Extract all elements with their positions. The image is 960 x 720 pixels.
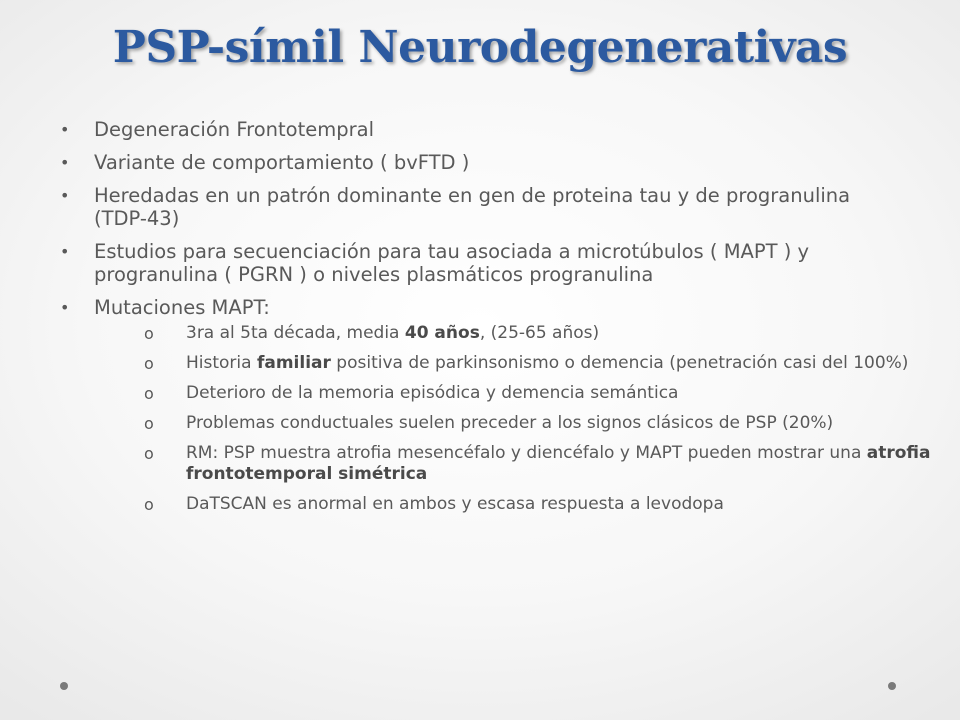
bullet-item (58, 184, 908, 230)
sub-bullet-emphasis: familiar (256, 353, 331, 373)
sub-bullet-list (94, 323, 931, 515)
bullet-marker: • (60, 242, 70, 261)
sub-bullet-emphasis: atrofia frontotemporal simétrica (186, 443, 931, 484)
bullet-marker: • (60, 186, 70, 205)
sub-bullet-text-tail: positiva de parkinsonismo o demencia (penetración casi del 100%) (330, 353, 909, 373)
sub-bullet-text: 3ra al 5ta década, media (186, 323, 405, 343)
bullet-list (58, 118, 931, 515)
bullet-marker: • (60, 298, 70, 317)
slide-content (58, 118, 931, 525)
sub-bullet-item (144, 494, 946, 515)
bullet-marker: • (60, 120, 70, 139)
sub-bullet-item (144, 383, 946, 404)
bullet-item (58, 118, 908, 141)
bullet-item (58, 240, 908, 286)
sub-bullet-marker: o (144, 444, 154, 463)
sub-bullet-item (144, 413, 946, 434)
bullet-text: Estudios para secuenciación para tau asociada a microtúbulos ( MAPT ) y progranulina ( PGRN ) o niveles plasmáticos progranulina (94, 240, 810, 286)
sub-bullet-text: Deterioro de la memoria episódica y demencia semántica (186, 383, 679, 403)
bullet-text: Mutaciones MAPT: (94, 296, 270, 319)
bullet-marker: • (60, 153, 70, 172)
sub-bullet-item (144, 353, 946, 374)
sub-bullet-marker: o (144, 495, 154, 514)
bullet-text: Heredadas en un patrón dominante en gen de proteina tau y de progranulina (TDP-43) (94, 184, 851, 230)
sub-bullet-marker: o (144, 354, 154, 373)
bullet-item (58, 296, 931, 515)
bullet-item (58, 151, 908, 174)
decorative-dot-left (60, 682, 68, 690)
bullet-text: Degeneración Frontotempral (94, 118, 374, 141)
sub-bullet-text: Historia (186, 353, 257, 373)
sub-bullet-text: DaTSCAN es anormal en ambos y escasa respuesta a levodopa (186, 494, 724, 514)
sub-bullet-text: Problemas conductuales suelen preceder a los signos clásicos de PSP (20%) (186, 413, 834, 433)
sub-bullet-marker: o (144, 324, 154, 343)
sub-bullet-text-tail: , (25-65 años) (479, 323, 600, 343)
sub-bullet-emphasis: 40 años (404, 323, 480, 343)
slide-title: PSP-símil Neurodegenerativas (112, 22, 848, 73)
sub-bullet-text: RM: PSP muestra atrofia mesencéfalo y diencéfalo y MAPT pueden mostrar una (186, 443, 867, 463)
bullet-text: Variante de comportamiento ( bvFTD ) (94, 151, 470, 174)
sub-bullet-marker: o (144, 414, 154, 433)
decorative-dot-right (888, 682, 896, 690)
sub-bullet-item (144, 443, 946, 485)
sub-bullet-marker: o (144, 384, 154, 403)
sub-bullet-item (144, 323, 946, 344)
